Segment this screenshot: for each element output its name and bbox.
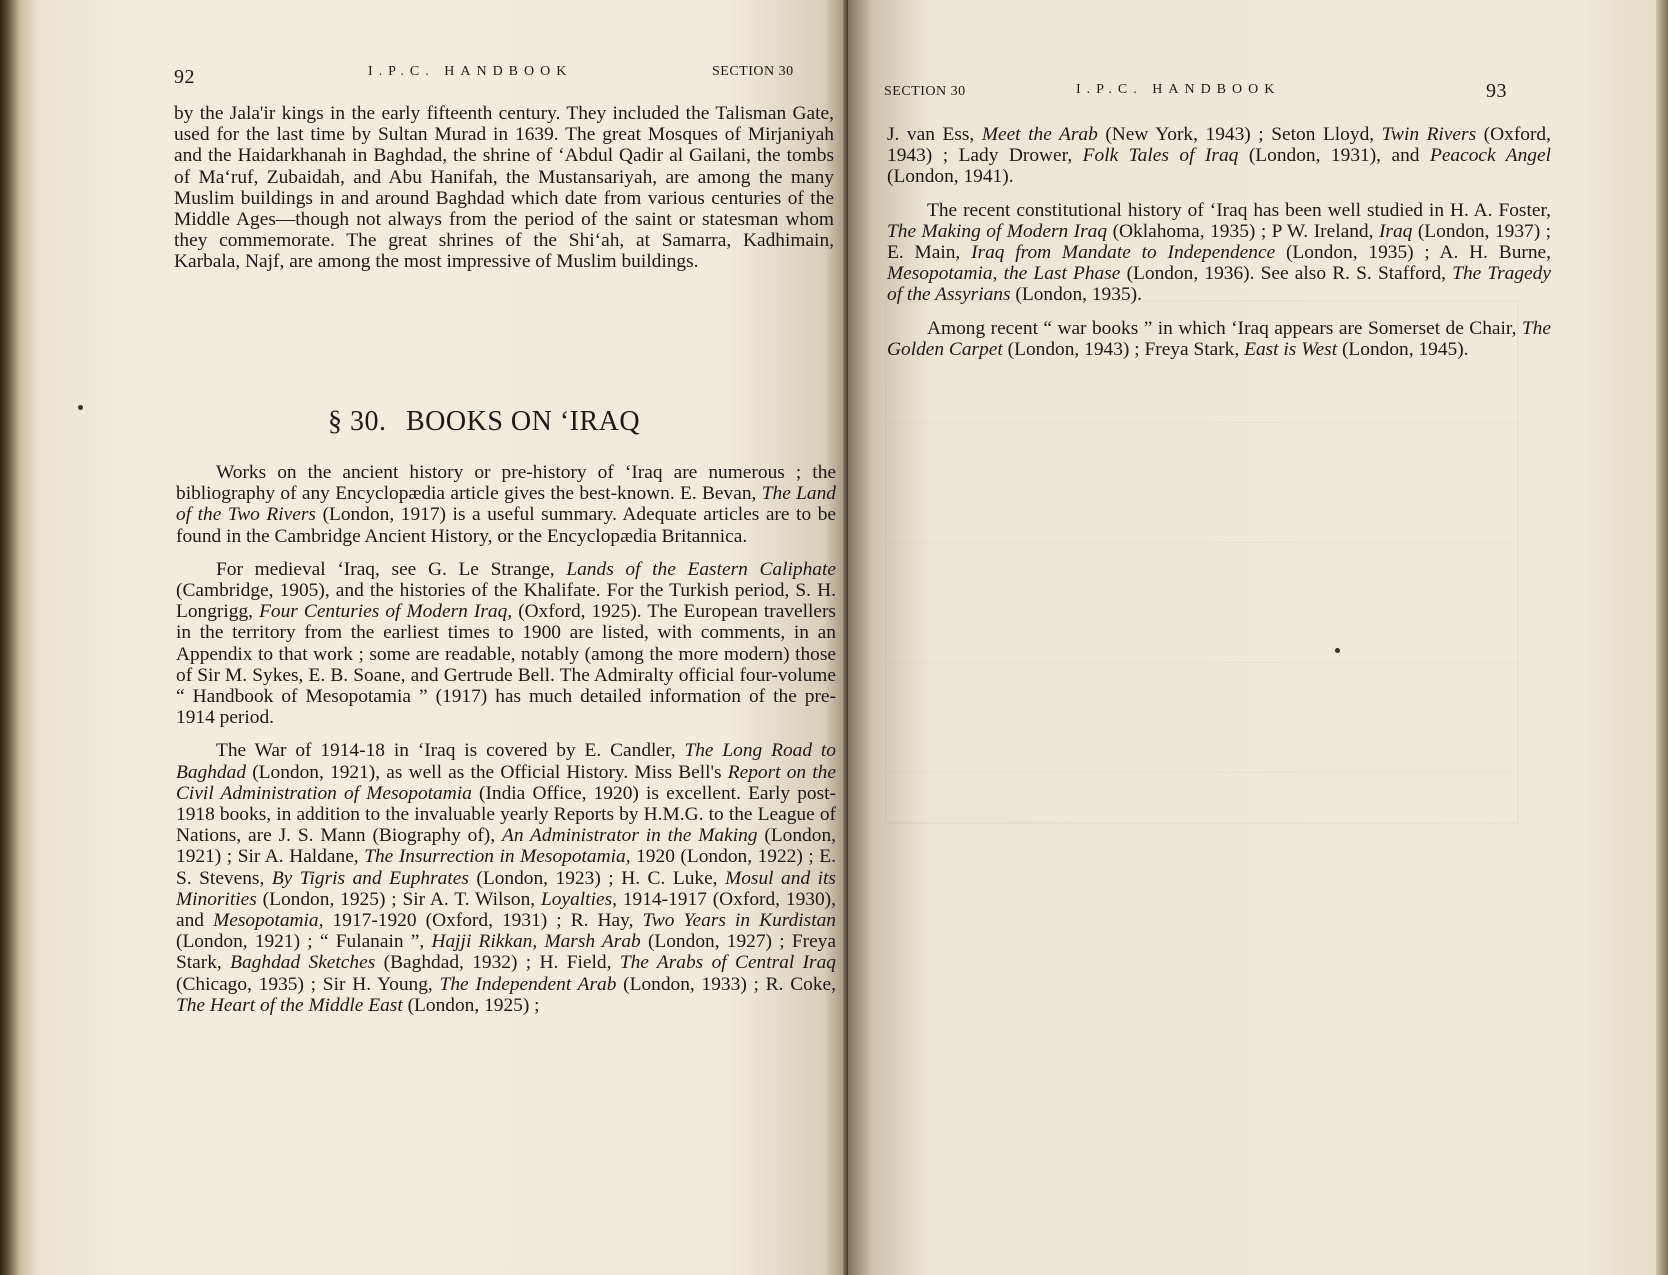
section-label: SECTION 30 [712, 64, 794, 79]
section-heading [328, 406, 640, 438]
paragraph-continuation: J. van Ess, Meet the Arab (New York, 1943) ; Seton Lloyd, Twin Rivers (Oxford, 1943) ; Lady Drower, Folk Tales of Iraq (London, 1931), and Peacock Angel (London, 1941). [887, 124, 1551, 188]
continuation-text [174, 103, 834, 285]
paragraph-ancient-history: Works on the ancient history or pre-history of ‘Iraq are numerous ; the bibliography of any Encyclopædia article gives the best-known. E. Bevan, The Land of the Two Rivers (London, 1917) is a useful summary. Adequate articles are to be found in the Cambridge Ancient History, or the Encyclopædia Britannica. [176, 462, 837, 547]
section-label: SECTION 30 [884, 84, 966, 99]
page-number: 93 [1486, 80, 1507, 102]
running-title: I.P.C. HANDBOOK [1076, 82, 1281, 97]
page-number: 92 [174, 66, 195, 88]
paragraph-war-books: Among recent “ war books ” in which ‘Iraq appears are Somerset de Chair, The Golden Carpet (London, 1943) ; Freya Stark, East is West (London, 1945). [887, 317, 1551, 360]
book-edge-left [0, 0, 36, 1275]
page-left [36, 0, 848, 1275]
paper-speck [78, 405, 83, 410]
running-title: I.P.C. HANDBOOK [368, 64, 573, 79]
paragraph-medieval: For medieval ‘Iraq, see G. Le Strange, Lands of the Eastern Caliphate (Cambridge, 1905), and the histories of the Khalifate. For the Turkish period, S. H. Longrigg, Four Centuries of Modern Iraq, (Oxford, 1925). The European travellers in the territory from the earliest times to 1900 are listed, with comments, in an Appendix to that work ; some are readable, notably (among the more modern) those of Sir M. Sykes, E. B. Soane, and Gertrude Bell. The Admiralty official four-volume “ Handbook of Mesopotamia ” (1917) has much detailed information of the pre-1914 period. [176, 558, 836, 729]
map-show-through [885, 300, 1519, 824]
book-edge-right [1656, 0, 1668, 1275]
paragraph-war: The War of 1914-18 in ‘Iraq is covered by E. Candler, The Long Road to Baghdad (London, 1921), as well as the Official History. Miss Bell's Report on the Civil Administration of Mesopotamia (India Office, 1920) is excellent. Early post-1918 books, in addition to the invaluable yearly Reports by H.M.G. to the League of Nations, are J. S. Mann (Biography of), An Administrator in the Making (London, 1921) ; Sir A. Haldane, The Insurrection in Mesopotamia, 1920 (London, 1922) ; E. S. Stevens, By Tigris and Euphrates (London, 1923) ; H. C. Luke, Mosul and its Minorities (London, 1925) ; Sir A. T. Wilson, Loyalties, 1914-1917 (Oxford, 1930), and Mesopotamia, 1917-1920 (Oxford, 1931) ; R. Hay, Two Years in Kurdistan (London, 1921) ; “ Fulanain ”, Hajji Rikkan, Marsh Arab (London, 1927) ; Freya Stark, Baghdad Sketches (Baghdad, 1932) ; H. Field, The Arabs of Central Iraq (Chicago, 1935) ; Sir H. Young, The Independent Arab (London, 1933) ; R. Coke, The Heart of the Middle East (London, 1925) ; [176, 740, 837, 1016]
body-text [176, 462, 836, 1028]
continuation-paragraph: by the Jala'ir kings in the early fifteenth century. They included the Talisman Gate, used for the last time by Sultan Murad in 1639. The great Mosques of Mirjaniyah and the Haidarkhanah in Baghdad, the shrine of ‘Abdul Qadir al Gailani, the tombs of Ma‘ruf, Zubaidah, and Abu Hanifah, the Mustansariyah, are among the many Muslim buildings in and around Baghdad which date from various centuries of the Middle Ages—though not always from the period of the saint or statesman whom they commemorate. The great shrines of the Shi‘ah, at Samarra, Kadhimain, Karbala, Najf, are among the most impressive of Muslim buildings. [174, 103, 834, 273]
section-heading-title: BOOKS ON ‘IRAQ [406, 406, 641, 437]
section-heading-number: § 30. [328, 406, 387, 437]
paragraph-constitutional: The recent constitutional history of ‘Iraq has been well studied in H. A. Foster, The Making of Modern Iraq (Oklahoma, 1935) ; P W. Ireland, Iraq (London, 1937) ; E. Main, Iraq from Mandate to Independence (London, 1935) ; A. H. Burne, Mesopotamia, the Last Phase (London, 1936). See also R. S. Stafford, The Tragedy of the Assyrians (London, 1935). [887, 199, 1552, 306]
